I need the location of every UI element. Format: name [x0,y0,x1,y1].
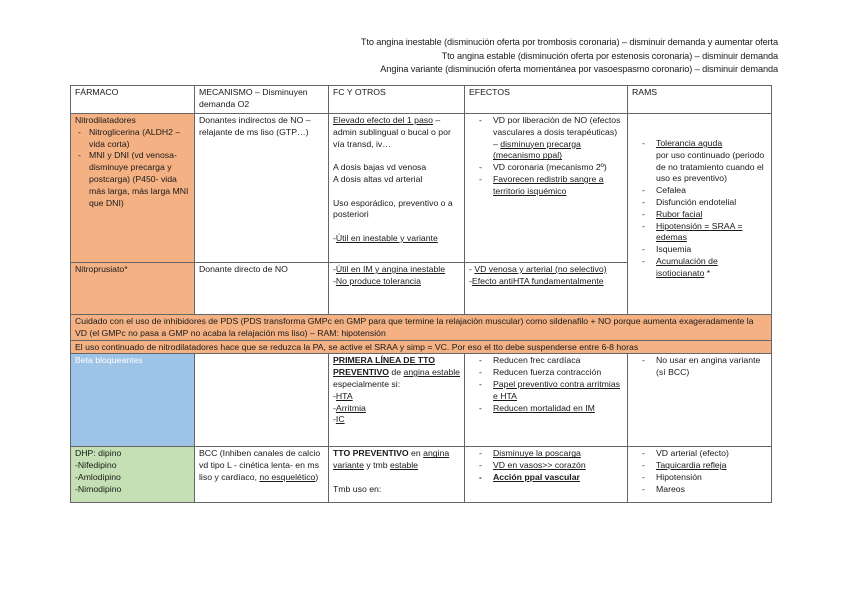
dhp-title: DHP: dipino [75,448,122,459]
nitro-drug-1: - Nitroglicerina (ALDH2 – vida corta) [89,127,190,151]
ram-tolerancia-detail: por uso continuado (periodo de no tratamiento cuando el uso es preventivo) [656,149,765,184]
col-header-farmaco: FÁRMACO [71,86,195,114]
header-block [361,36,778,77]
cell-dhp-efectos [465,447,628,503]
cell-beta-rams [628,354,772,447]
dhp-mecanismo-end: ) [315,471,319,482]
cell-nitro-mecanismo [195,114,329,263]
ram-rubor: - Rubor facial [656,209,767,221]
beta-fc-de: de [389,367,404,378]
cell-beta-farmaco: Beta bloqueantes [71,354,195,447]
ram-cefalea: - Cefalea [656,185,767,197]
beta-effect-4: - Reducen mortalidad en IM [493,403,623,415]
table-row-beta [71,354,772,447]
nitro-fc-admin: – admin sublingual o bucal o por vía transd, iv… [333,115,451,149]
nitroprusiato-fc-2: No produce tolerancia [335,275,421,286]
nitro-fc-high-dose: A dosis altas vd arterial [333,173,423,184]
dhp-effect-3: - Acción ppal vascular [493,472,623,484]
dhp-fc-variante: angina variante [333,448,450,471]
dhp-drug-3: -Nimodipino [75,483,122,494]
header-line-1: Tto angina inestable (disminución oferta por trombosis coronaria) – disminuir demanda y aumentar oferta [360,37,778,47]
col-header-efectos: EFECTOS [465,86,628,114]
nitro-mecanismo: Donantes indirectos de NO – relajante de ms liso (GTP…) [199,115,311,137]
note-tolerance: El uso continuado de nitrodilatadores hace que se reduzca la PA, se active el SRAA y simp = VC. Por eso el tto debe suspenderse entre 6-8 horas [71,340,772,354]
cell-dhp-farmaco [71,447,195,503]
ram-asterisk: * [704,267,711,278]
table-row-nitrodilatadores [71,114,772,263]
cell-nitroprusiato-farmaco: Nitroprusiato* [71,263,195,315]
beta-fc-item-2: Arritmia [335,402,366,413]
cell-nitro-fc: Elevado efecto del 1 paso – admin sublingual o bucal o por vía transd, iv… A dosis bajas vd venosa A dosis altas vd arterial Uso esporádico, preventivo o a posteriori -Útil en inestable y variante [329,114,465,263]
beta-fc-rest: especialmente si: [333,378,401,389]
dhp-ram-1: - VD arterial (efecto) [656,448,767,460]
ram-tolerancia: Tolerancia aguda [656,138,723,148]
nitroprusiato-effect-2: Efecto antiHTA fundamentalmente [471,275,604,286]
dhp-fc-en: en [408,448,424,459]
nitroprusiato-effect-1: VD venosa y arterial (no selectivo) [474,264,607,274]
dhp-fc-estable: estable [390,460,419,471]
header-line-2: Tto angina estable (disminución oferta por estenosis coronaria) – disminuir demanda [441,50,778,61]
dhp-mecanismo-u: no esquelético [259,471,316,482]
cell-dhp-rams [628,447,772,503]
ram-isquemia: - Isquemia [656,244,767,256]
dhp-fc-tmb: Tmb uso en: [333,483,382,494]
beta-effect-1: - Reducen frec cardíaca [493,355,623,367]
cell-nitroprusiato-mecanismo: Donante directo de NO [195,263,329,315]
nitro-drug-2: - MNI y DNI (vd venosa-disminuye precarga y postcarga) (P450- vida más larga, más larga MNI que DNI) [89,150,190,209]
beta-ram-1: - No usar en angina variante (sí BCC) [656,355,767,379]
col-header-rams: RAMS [628,86,772,114]
nitro-effect-3: - Favorecen redistrib sangre a territorio isquémico [493,174,623,198]
cell-dhp-mecanismo [195,447,329,503]
cell-nitro-rams [628,114,772,315]
beta-effect-2: - Reducen fuerza contracción [493,367,623,379]
cell-nitroprusiato-fc: -Útil en IM y angina inestable -No produce tolerancia [329,263,465,315]
col-header-fc: FC Y OTROS [329,86,465,114]
ram-hipotension: - Hipotensión = SRAA = edemas [656,221,767,245]
nitro-fc-use: Uso esporádico, preventivo o a posteriori [333,197,453,220]
nitro-effect-1-precarga: disminuyen precarga (mecanismo ppal) [493,138,581,161]
beta-effect-3: - Papel preventivo contra arritmias e HTA [493,379,623,403]
nitro-fc-useful: Útil en inestable y variante [335,232,438,243]
nitro-title: Nitrodilatadores [75,115,136,125]
col-header-mecanismo: MECANISMO – Disminuyen demanda O2 [195,86,329,114]
table-row-note-pde [71,315,772,341]
cell-beta-fc: PRIMERA LÍNEA DE TTO PREVENTIVO de angina estable especialmente si: -HTA -Arritmia -IC [329,354,465,447]
dhp-drug-2: -Amlodipino [75,471,121,482]
beta-fc-title: PRIMERA LÍNEA DE TTO PREVENTIVO [333,355,436,378]
nitroprusiato-fc-1: Útil en IM y angina inestable [335,264,446,274]
dhp-ram-2: - Taquicardia refleja [656,460,767,472]
beta-fc-angina: angina estable [403,367,461,378]
nitro-fc-low-dose: A dosis bajas vd venosa [333,162,427,173]
cell-beta-mecanismo [195,354,329,447]
dhp-effect-2: - VD en vasos>> corazón [493,460,623,472]
table-row-note-tolerance [71,340,772,354]
header-line-3: Angina variante (disminución oferta momentánea por vasoespasmo coronario) – disminuir demanda [380,64,778,74]
cell-nitro-farmaco [71,114,195,263]
dhp-mecanismo: BCC (Inhiben canales de calcio vd tipo L - cinética lenta- en ms liso y cardíaco, [199,448,321,482]
dhp-ram-4: - Mareos [656,484,767,496]
ram-disfuncion: - Disfunción endotelial [656,197,767,209]
ram-isotiocianato: Acumulación de isotiocianato [656,255,718,278]
dhp-fc-y: y tmb [363,460,390,471]
table-row-dhp [71,447,772,503]
dhp-fc-bold: TTO PREVENTIVO [333,448,409,459]
nitro-effect-1: VD por liberación de NO (efectos vasculares a dosis terapéuticas) – [493,115,621,149]
note-pde: Cuidado con el uso de inhibidores de PDS (PDS transforma GMPc en GMP para que termine la relajación muscular) como sildenafilo + NO porque aumenta exageradamente la VD (el GMPc no pasa a GMP no acaba la relajación ms liso) – RAM: hipotensión [71,315,772,341]
beta-fc-item-1: HTA [335,390,353,401]
cell-nitro-efectos [465,114,628,263]
dhp-ram-3: - Hipotensión [656,472,767,484]
nitro-effect-2: - VD coronaria (mecanismo 2º) [493,162,623,174]
drug-table [70,85,772,503]
cell-dhp-fc [329,447,465,503]
dhp-drug-1: -Nifedipino [75,460,117,471]
cell-beta-efectos [465,354,628,447]
cell-nitroprusiato-efectos: - VD venosa y arterial (no selectivo) -Efecto antiHTA fundamentalmente [465,263,628,315]
nitro-fc-first-pass: Elevado efecto del 1 paso [333,115,433,125]
beta-fc-item-3: IC [335,414,345,425]
dhp-effect-1: - Disminuye la poscarga [493,448,623,460]
table-header-row [71,86,772,114]
